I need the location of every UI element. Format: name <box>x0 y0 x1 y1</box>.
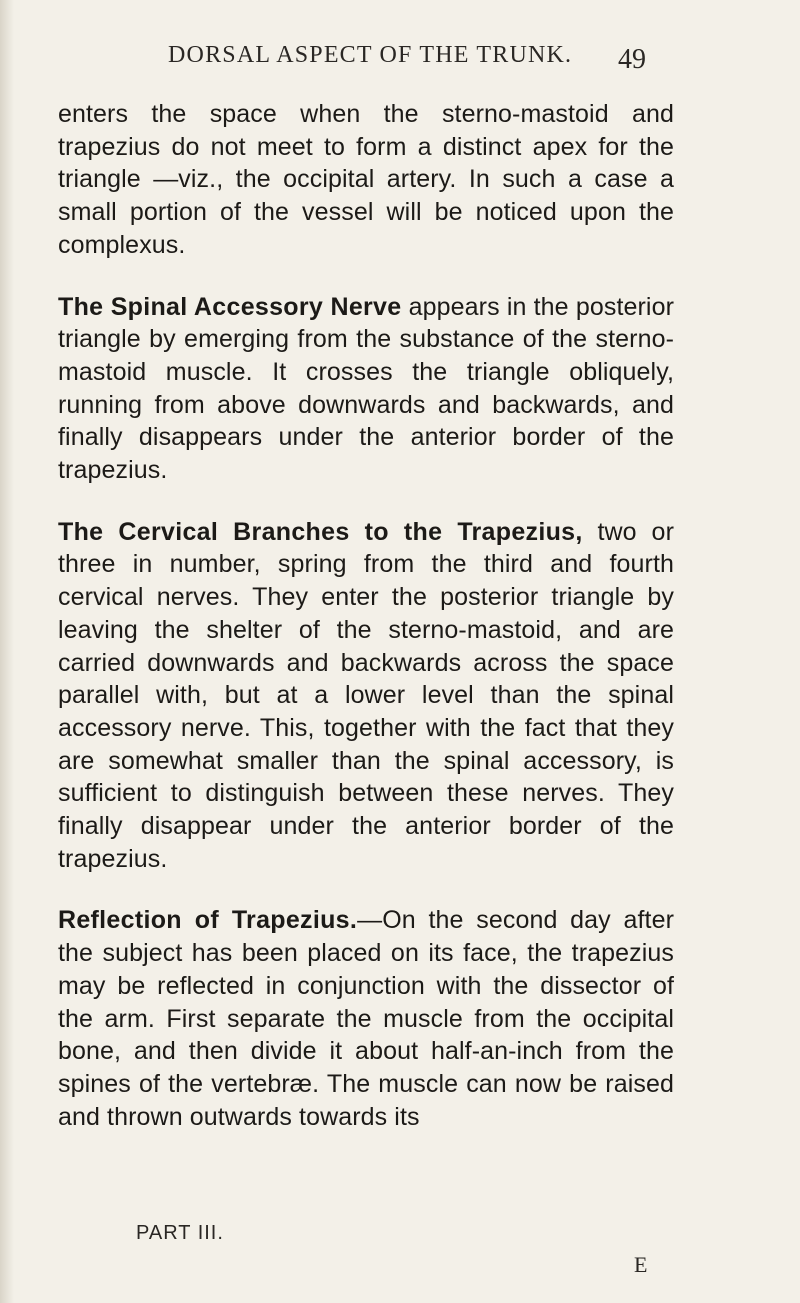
paragraph-heading: The Spinal Accessory Nerve <box>58 292 402 321</box>
paragraph-heading: Reflection of Trapezius. <box>58 906 358 935</box>
paragraph-reflection-of-trapezius <box>58 904 674 1133</box>
paragraph-text: —On the second day after the subject has been placed on its face, the trapezius may be reflected in conjunction with the dissector of the arm. First separate the muscle from the occipital bone, and then divide it about half-an-inch from the spines of the vertebræ. The muscle can now be raised and thrown outwards towards its <box>58 906 674 1131</box>
paragraph-text: enters the space when the sterno-mastoid and trapezius do not meet to form a distinct apex for the triangle —viz., the occipital artery. In such a case a small portion of the vessel will be noticed upon the complexus. <box>58 100 674 259</box>
running-head <box>0 42 800 82</box>
signature-letter: E <box>634 1252 648 1277</box>
body-text <box>58 98 674 1133</box>
paragraph-cervical-branches <box>58 516 674 876</box>
paragraph-text: appears in the posterior triangle by emerging from the substance of the sterno-mastoid muscle. It crosses the triangle obliquely, running from above downwards and backwards, and finally disappears under the anterior border of the trapezius. <box>58 292 675 485</box>
paragraph-heading: The Cervical Branches to the Trapezius, <box>58 517 583 546</box>
page-number: 49 <box>618 44 646 75</box>
paragraph-spinal-accessory-nerve <box>58 291 674 487</box>
page-edge-shadow <box>0 0 14 1303</box>
running-head-title: DORSAL ASPECT OF THE TRUNK. <box>168 42 573 68</box>
paragraph-text: two or three in number, spring from the third and fourth cervical nerves. They enter the posterior triangle by leaving the shelter of the sterno-mastoid, and are carried downwards and backwards across the space parallel with, but at a lower level than the spinal accessory nerve. This, together with the fact that they are somewhat smaller than the spinal accessory, is sufficient to distinguish between these nerves. They finally disappear under the anterior border of the trapezius. <box>58 517 674 873</box>
paragraph-occipital-artery <box>58 98 674 262</box>
signature-mark: PART III. <box>136 1222 224 1244</box>
